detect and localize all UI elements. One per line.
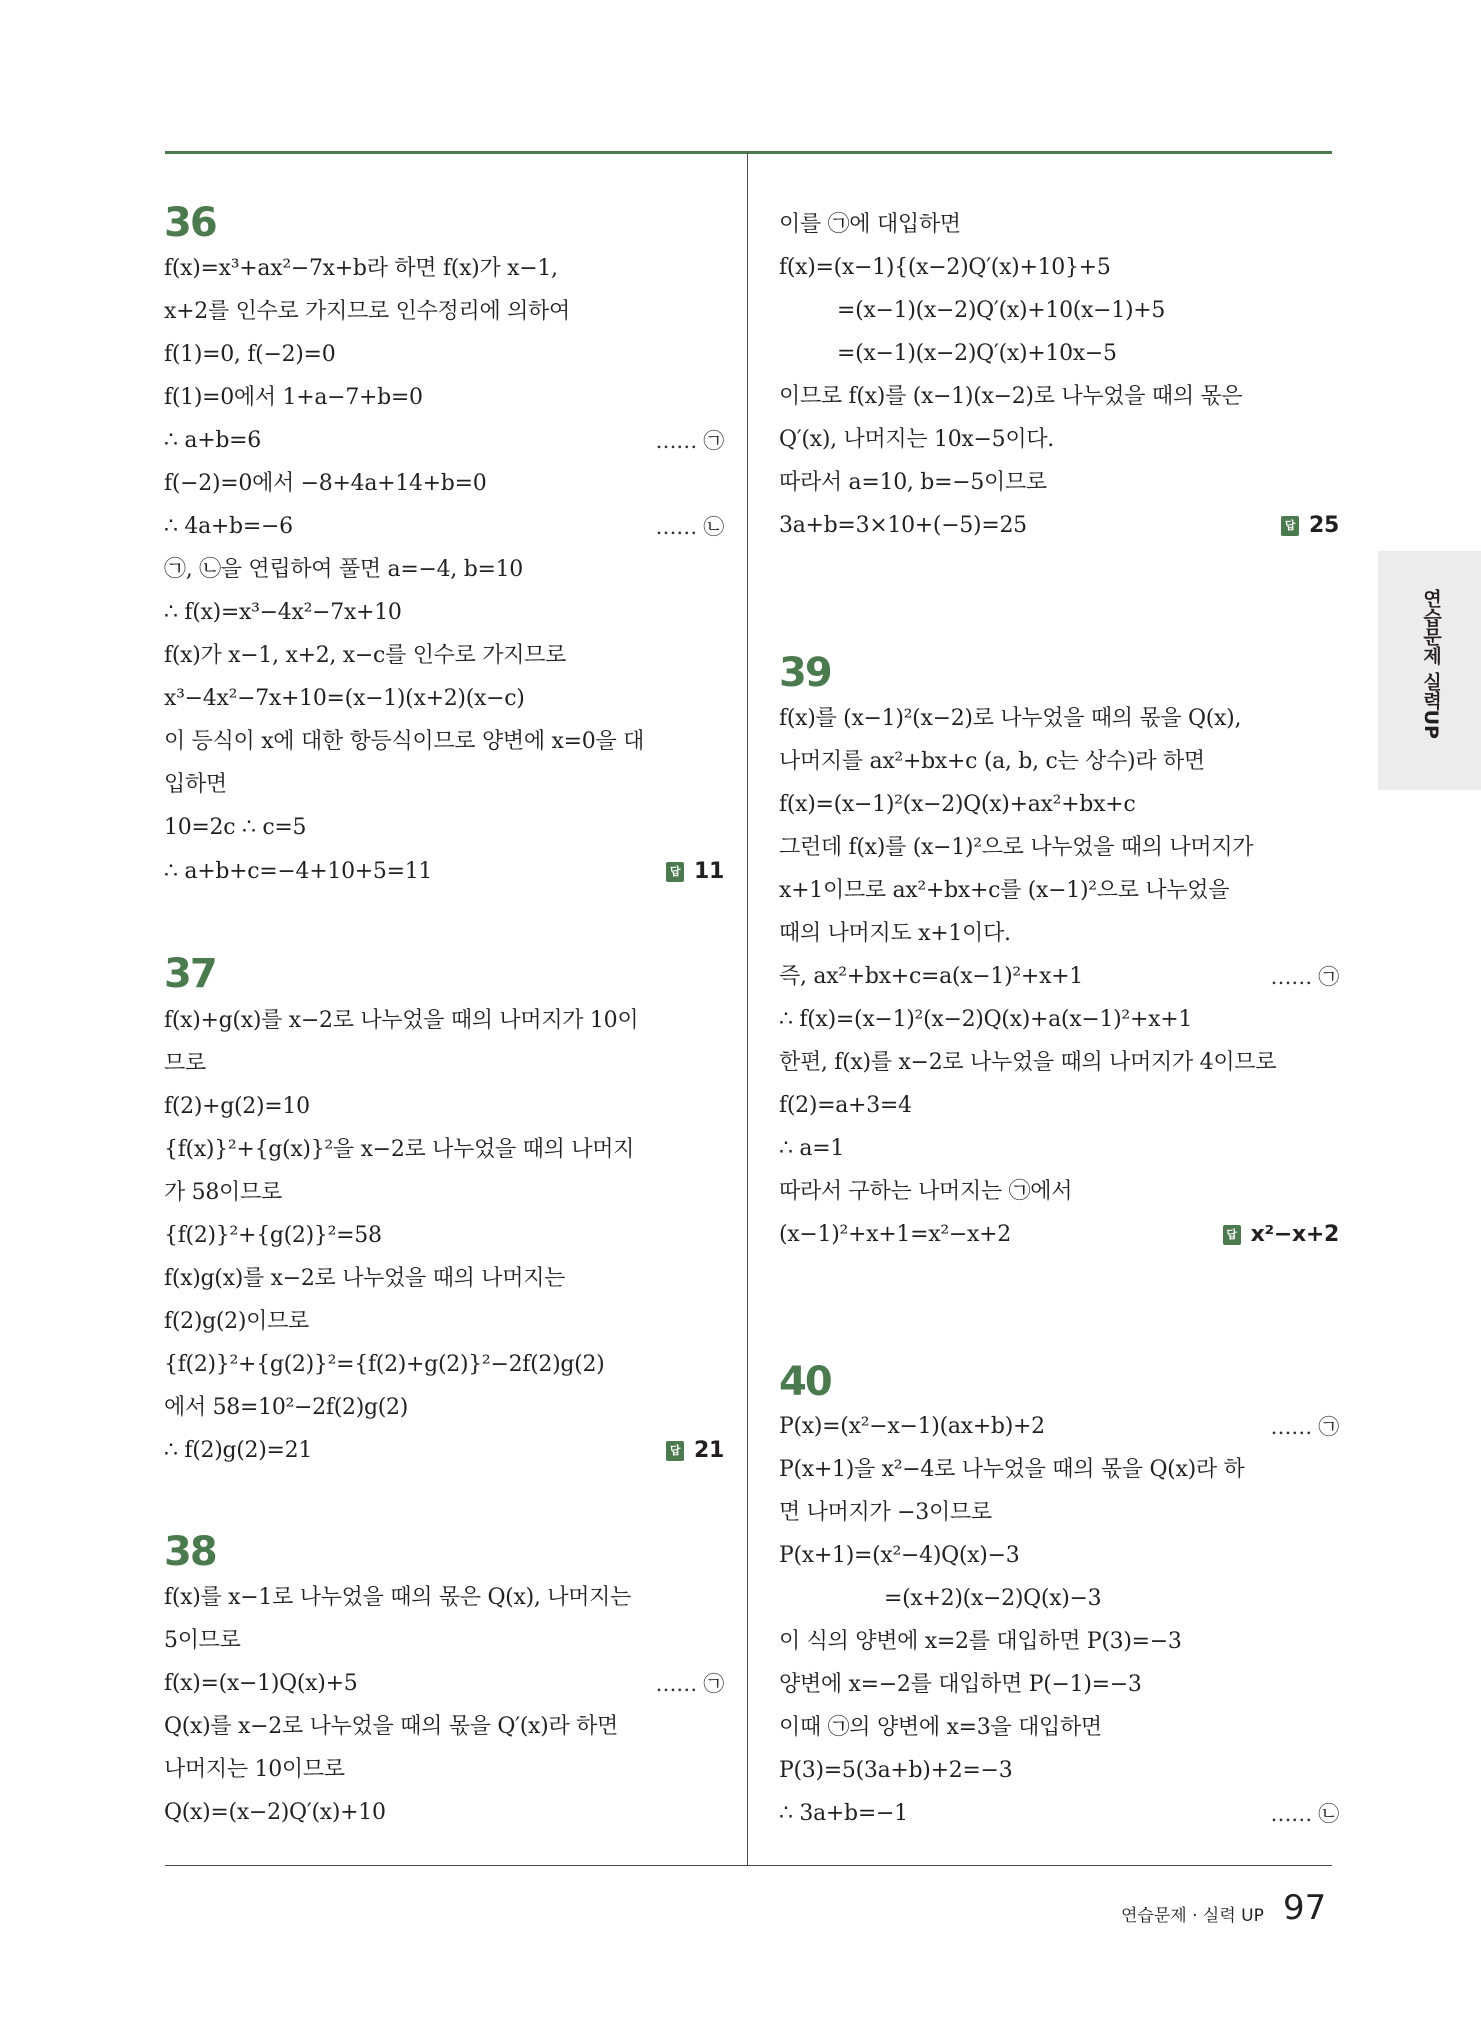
solution-line: 때의 나머지도 x+1이다. xyxy=(779,921,1011,946)
solution-line: Q(x)를 x−2로 나누었을 때의 몫을 Q′(x)라 하면 xyxy=(164,1714,618,1739)
solution-line: 양변에 x=−2를 대입하면 P(−1)=−3 xyxy=(779,1672,1142,1697)
answer-mark-icon: 답 xyxy=(1281,516,1299,536)
solution-line: ∴ a+b+c=−4+10+5=11 답 11 xyxy=(164,852,724,892)
solution-line: 면 나머지가 −3이므로 xyxy=(779,1500,992,1525)
solution-line: 10=2c ∴ c=5 xyxy=(164,815,307,840)
equation-label: …… ㉠ xyxy=(655,429,724,453)
answer: 답 25 xyxy=(1281,506,1339,546)
solution-line: f(x)+g(x)를 x−2로 나누었을 때의 나머지가 10이 xyxy=(164,1008,639,1033)
equation-label: …… ㉡ xyxy=(1270,1802,1339,1826)
answer-mark-icon: 답 xyxy=(1223,1225,1241,1245)
solution-line: x+1이므로 ax²+bx+c를 (x−1)²으로 나누었을 xyxy=(779,878,1230,903)
solution-line: {f(2)}²+{g(2)}²=58 xyxy=(164,1223,382,1248)
solution-line: {f(x)}²+{g(x)}²을 x−2로 나누었을 때의 나머지 xyxy=(164,1137,635,1162)
solution-line: f(1)=0, f(−2)=0 xyxy=(164,342,336,367)
footer-section-label: 연습문제 · 실력 UP xyxy=(1121,1906,1264,1926)
answer-mark-icon: 답 xyxy=(666,862,684,882)
solution-line: =(x+2)(x−2)Q(x)−3 xyxy=(884,1586,1102,1611)
equation-label: …… ㉡ xyxy=(655,515,724,539)
solution-line: f(x)g(x)를 x−2로 나누었을 때의 나머지는 xyxy=(164,1266,566,1291)
problem-number-40: 40 xyxy=(779,1359,831,1405)
solution-line: ∴ 4a+b=−6 …… ㉡ xyxy=(164,507,724,547)
solution-line: 한편, f(x)를 x−2로 나누었을 때의 나머지가 4이므로 xyxy=(779,1050,1277,1075)
solution-line: f(1)=0에서 1+a−7+b=0 xyxy=(164,385,423,410)
solution-line: 나머지는 10이므로 xyxy=(164,1757,345,1782)
solution-line: x+2를 인수로 가지므로 인수정리에 의하여 xyxy=(164,299,570,324)
equation-label: …… ㉠ xyxy=(1270,1415,1339,1439)
solution-line: 따라서 구하는 나머지는 ㉠에서 xyxy=(779,1179,1073,1204)
solution-line: f(2)+g(2)=10 xyxy=(164,1094,310,1119)
solution-line: f(2)g(2)이므로 xyxy=(164,1309,310,1334)
problem-number-37: 37 xyxy=(164,951,216,997)
solution-line: 5이므로 xyxy=(164,1628,241,1653)
solution-line: (x−1)²+x+1=x²−x+2 답 x²−x+2 xyxy=(779,1215,1339,1255)
solution-line: Q′(x), 나머지는 10x−5이다. xyxy=(779,427,1054,452)
solution-line: f(x)가 x−1, x+2, x−c를 인수로 가지므로 xyxy=(164,643,567,668)
solution-line: 따라서 a=10, b=−5이므로 xyxy=(779,470,1047,495)
chapter-side-tab-label: 연습문제 실력UP xyxy=(1420,589,1442,739)
answer: 답 11 xyxy=(666,852,724,892)
solution-line: 이 식의 양변에 x=2를 대입하면 P(3)=−3 xyxy=(779,1629,1182,1654)
solution-line: ∴ f(x)=x³−4x²−7x+10 xyxy=(164,600,402,625)
solution-line: f(x)를 (x−1)²(x−2)로 나누었을 때의 몫을 Q(x), xyxy=(779,706,1242,731)
solution-line: {f(2)}²+{g(2)}²={f(2)+g(2)}²−2f(2)g(2) xyxy=(164,1352,605,1377)
answer: 답 x²−x+2 xyxy=(1223,1215,1339,1255)
solution-line: 므로 xyxy=(164,1051,206,1076)
solution-line: P(x+1)=(x²−4)Q(x)−3 xyxy=(779,1543,1020,1568)
solution-line: 이므로 f(x)를 (x−1)(x−2)로 나누었을 때의 몫은 xyxy=(779,384,1243,409)
solution-line: 그런데 f(x)를 (x−1)²으로 나누었을 때의 나머지가 xyxy=(779,835,1254,860)
top-rule xyxy=(165,151,1332,154)
solution-line: 나머지를 ax²+bx+c (a, b, c는 상수)라 하면 xyxy=(779,749,1205,774)
solution-line: f(x)=(x−1)Q(x)+5 …… ㉠ xyxy=(164,1664,724,1704)
chapter-side-tab xyxy=(1378,551,1481,790)
solution-line: f(x)=(x−1){(x−2)Q′(x)+10}+5 xyxy=(779,255,1111,280)
problem-number-39: 39 xyxy=(779,650,831,696)
solution-line: 가 58이므로 xyxy=(164,1180,282,1205)
solution-line: =(x−1)(x−2)Q′(x)+10(x−1)+5 xyxy=(837,298,1166,323)
solution-line: P(x+1)을 x²−4로 나누었을 때의 몫을 Q(x)라 하 xyxy=(779,1457,1245,1482)
solution-line: f(x)=x³+ax²−7x+b라 하면 f(x)가 x−1, xyxy=(164,256,558,281)
solution-line: f(−2)=0에서 −8+4a+14+b=0 xyxy=(164,471,487,496)
solution-line: ∴ a+b=6 …… ㉠ xyxy=(164,421,724,461)
solution-line: ∴ a=1 xyxy=(779,1136,845,1161)
solution-line: ∴ f(2)g(2)=21 답 21 xyxy=(164,1431,724,1471)
solution-line: 이 등식이 x에 대한 항등식이므로 양변에 x=0을 대 xyxy=(164,729,645,754)
page-number: 97 xyxy=(1283,1888,1327,1928)
solution-line: 에서 58=10²−2f(2)g(2) xyxy=(164,1395,409,1420)
column-divider xyxy=(747,153,748,1865)
problem-number-38: 38 xyxy=(164,1529,216,1575)
problem-number-36: 36 xyxy=(164,200,216,246)
solution-line: 이를 ㉠에 대입하면 xyxy=(779,212,961,237)
solution-line: ∴ f(x)=(x−1)²(x−2)Q(x)+a(x−1)²+x+1 xyxy=(779,1007,1193,1032)
solution-line: 3a+b=3×10+(−5)=25 답 25 xyxy=(779,506,1339,546)
solution-line: f(x)=(x−1)²(x−2)Q(x)+ax²+bx+c xyxy=(779,792,1136,817)
solution-line: 즉, ax²+bx+c=a(x−1)²+x+1 …… ㉠ xyxy=(779,957,1339,997)
answer-mark-icon: 답 xyxy=(666,1441,684,1461)
equation-label: …… ㉠ xyxy=(1270,965,1339,989)
solution-line: Q(x)=(x−2)Q′(x)+10 xyxy=(164,1800,386,1825)
solution-line: x³−4x²−7x+10=(x−1)(x+2)(x−c) xyxy=(164,686,525,711)
solution-line: ㉠, ㉡을 연립하여 풀면 a=−4, b=10 xyxy=(164,557,524,582)
solution-line: 입하면 xyxy=(164,772,227,797)
solution-line: ∴ 3a+b=−1 …… ㉡ xyxy=(779,1794,1339,1834)
answer: 답 21 xyxy=(666,1431,724,1471)
solution-line: f(x)를 x−1로 나누었을 때의 몫은 Q(x), 나머지는 xyxy=(164,1585,632,1610)
solution-line: =(x−1)(x−2)Q′(x)+10x−5 xyxy=(837,341,1117,366)
bottom-rule xyxy=(165,1865,1332,1866)
solution-line: P(3)=5(3a+b)+2=−3 xyxy=(779,1758,1013,1783)
solution-line: P(x)=(x²−x−1)(ax+b)+2 …… ㉠ xyxy=(779,1407,1339,1447)
solution-line: 이때 ㉠의 양변에 x=3을 대입하면 xyxy=(779,1715,1102,1740)
solution-line: f(2)=a+3=4 xyxy=(779,1093,912,1118)
equation-label: …… ㉠ xyxy=(655,1672,724,1696)
